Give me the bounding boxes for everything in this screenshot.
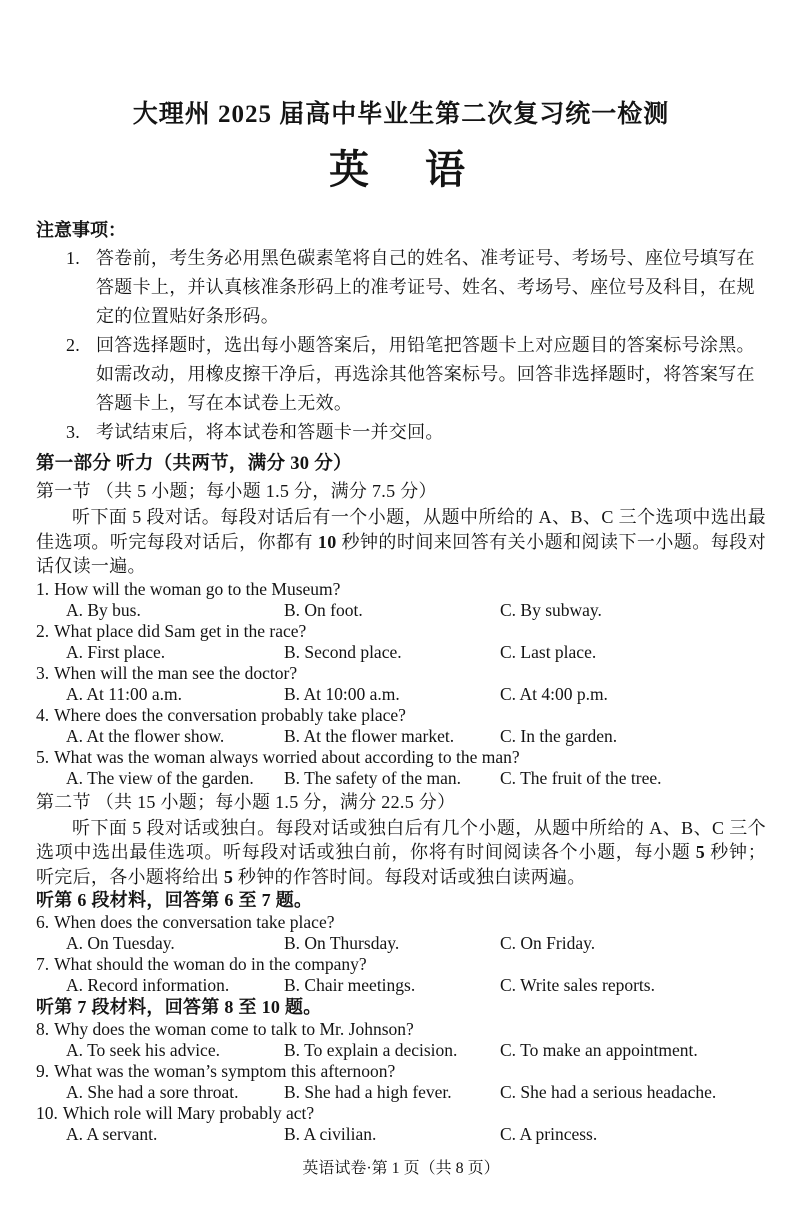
option-c: C. In the garden.	[500, 725, 618, 746]
question-stem: Where does the conversation probably take place?	[54, 704, 406, 725]
question-stem: When will the man see the doctor?	[54, 662, 298, 683]
option-a: A. By bus.	[66, 599, 141, 620]
question-number: 2.	[36, 620, 50, 641]
options-row	[36, 1124, 766, 1145]
options-row	[36, 768, 766, 789]
section2-intro-run-3: 5	[223, 866, 234, 887]
page-footer: 英语试卷·第 1 页（共 8 页）	[302, 1160, 500, 1177]
notice-item-number: 1.	[66, 248, 81, 268]
options-row	[36, 1082, 766, 1103]
section2-intro	[36, 816, 766, 890]
section1-questions	[36, 579, 766, 789]
question-5	[36, 747, 766, 789]
material-line-1: 听第 6 段材料，回答第 6 至 7 题。	[36, 890, 313, 910]
notice-list	[36, 244, 766, 447]
material-line-2: 听第 7 段材料，回答第 8 至 10 题。	[36, 997, 322, 1017]
subject-title: 英 语	[329, 147, 473, 192]
question-8	[36, 1019, 766, 1061]
option-a: A. At the flower show.	[66, 725, 225, 746]
question-stem: When does the conversation take place?	[54, 912, 335, 932]
options-row	[36, 600, 766, 621]
question-stem: What was the woman’s symptom this afternoon?	[54, 1061, 396, 1081]
option-b: B. The safety of the man.	[284, 767, 462, 788]
question-stem: How will the woman go to the Museum?	[54, 578, 341, 599]
question-7	[36, 954, 766, 996]
option-a: A. Record information.	[66, 975, 230, 995]
option-c: C. The fruit of the tree.	[500, 767, 662, 788]
question-text	[36, 579, 766, 600]
question-number: 1.	[36, 578, 50, 599]
question-number: 3.	[36, 662, 50, 683]
option-c: C. Last place.	[500, 641, 597, 662]
option-b: B. To explain a decision.	[284, 1040, 458, 1060]
question-stem: What was the woman always worried about according to the man?	[54, 746, 520, 767]
option-a: A. The view of the garden.	[66, 767, 254, 788]
question-3	[36, 663, 766, 705]
notice-heading: 注意事项：	[36, 220, 126, 240]
notice-item-1	[66, 244, 766, 331]
option-c: C. A princess.	[500, 1124, 598, 1144]
option-b: B. Chair meetings.	[284, 975, 416, 995]
question-1	[36, 579, 766, 621]
option-a: A. She had a sore throat.	[66, 1082, 239, 1102]
question-stem: Why does the woman come to talk to Mr. Johnson?	[54, 1019, 414, 1039]
options-row	[36, 642, 766, 663]
option-a: A. On Tuesday.	[66, 933, 175, 953]
question-number: 10.	[36, 1103, 58, 1123]
option-b: B. She had a high fever.	[284, 1082, 452, 1102]
section2-intro-run-2: 秒钟；听完后，各小题将给出	[36, 842, 767, 887]
notice-item-text: 考试结束后，将本试卷和答题卡一并交回。	[96, 422, 444, 442]
section2-intro-run-4: 秒钟的作答时间。每段对话或独白读两遍。	[233, 866, 586, 887]
option-c: C. She had a serious headache.	[500, 1082, 717, 1102]
question-number: 7.	[36, 954, 50, 974]
question-2	[36, 621, 766, 663]
question-number: 8.	[36, 1019, 50, 1039]
options-row	[36, 933, 766, 954]
section2-blocks	[36, 889, 766, 1145]
option-b: B. On foot.	[284, 599, 363, 620]
question-text	[36, 954, 766, 975]
exam-title: 大理州 2025 届高中毕业生第二次复习统一检测	[132, 101, 670, 128]
notice-item-2	[66, 331, 766, 418]
section2-intro-run-1: 5	[695, 842, 706, 862]
options-row	[36, 1040, 766, 1061]
question-6	[36, 912, 766, 954]
question-4	[36, 705, 766, 747]
part1-heading: 第一部分 听力（共两节，满分 30 分）	[36, 454, 352, 474]
section2-intro-run-0: 听下面 5 段对话或独白。每段对话或独白后有几个小题，从题中所给的 A、B、C 三个选项中选出最佳选项。听每段对话或独白前，你将有时间阅读各个小题，每小题	[36, 817, 766, 862]
question-text	[36, 621, 766, 642]
notice-item-number: 2.	[66, 335, 81, 355]
question-number: 4.	[36, 704, 50, 725]
option-c: C. To make an appointment.	[500, 1040, 698, 1060]
question-stem: Which role will Mary probably act?	[62, 1103, 315, 1123]
question-text	[36, 705, 766, 726]
section2-heading: 第二节 （共 15 小题；每小题 1.5 分，满分 22.5 分）	[36, 791, 456, 812]
option-c: C. Write sales reports.	[500, 975, 655, 995]
option-b: B. Second place.	[284, 641, 402, 662]
option-c: C. At 4:00 p.m.	[500, 683, 608, 704]
notice-item-number: 3.	[66, 422, 81, 442]
option-b: B. On Thursday.	[284, 933, 400, 953]
option-c: C. By subway.	[500, 599, 602, 620]
options-row	[36, 726, 766, 747]
option-a: A. To seek his advice.	[66, 1040, 220, 1060]
option-a: A. At 11:00 a.m.	[66, 683, 183, 704]
options-row	[36, 684, 766, 705]
question-text	[36, 1061, 766, 1082]
option-a: A. A servant.	[66, 1124, 158, 1144]
option-b: B. A civilian.	[284, 1124, 377, 1144]
section1-intro-run-1: 10	[317, 531, 337, 552]
option-a: A. First place.	[66, 641, 166, 662]
question-9	[36, 1061, 766, 1103]
section1-intro-run-2: 秒钟的时间来回答有关小题和阅读下一小题。每段对话仅读一遍。	[36, 531, 766, 576]
notice-item-text: 回答选择题时，选出每小题答案后，用铅笔把答题卡上对应题目的答案标号涂黑。如需改动，用橡皮擦干净后，再选涂其他答案标号。回答非选择题时，将答案写在答题卡上，写在本试卷上无效。	[96, 335, 755, 413]
question-10	[36, 1103, 766, 1145]
question-text	[36, 663, 766, 684]
question-number: 6.	[36, 912, 50, 932]
section1-intro-run-0: 听下面 5 段对话。每段对话后有一个小题，从题中所给的 A、B、C 三个选项中选出最佳选项。听完每段对话后，你都有	[36, 507, 766, 552]
question-number: 5.	[36, 746, 50, 767]
question-text	[36, 1103, 766, 1124]
section1-intro	[36, 505, 766, 579]
option-b: B. At the flower market.	[284, 725, 455, 746]
options-row	[36, 975, 766, 996]
question-text	[36, 747, 766, 768]
notice-item-3	[66, 418, 766, 447]
option-b: B. At 10:00 a.m.	[284, 683, 400, 704]
option-c: C. On Friday.	[500, 933, 596, 953]
question-text	[36, 912, 766, 933]
section1-heading: 第一节 （共 5 小题；每小题 1.5 分，满分 7.5 分）	[36, 481, 437, 501]
question-stem: What place did Sam get in the race?	[54, 620, 307, 641]
question-stem: What should the woman do in the company?	[54, 954, 367, 974]
notice-item-text: 答卷前，考生务必用黑色碳素笔将自己的姓名、准考证号、考场号、座位号填写在答题卡上，并认真核准条形码上的准考证号、姓名、考场号、座位号及科目，在规定的位置贴好条形码。	[96, 248, 755, 326]
question-number: 9.	[36, 1061, 50, 1081]
question-text	[36, 1019, 766, 1040]
